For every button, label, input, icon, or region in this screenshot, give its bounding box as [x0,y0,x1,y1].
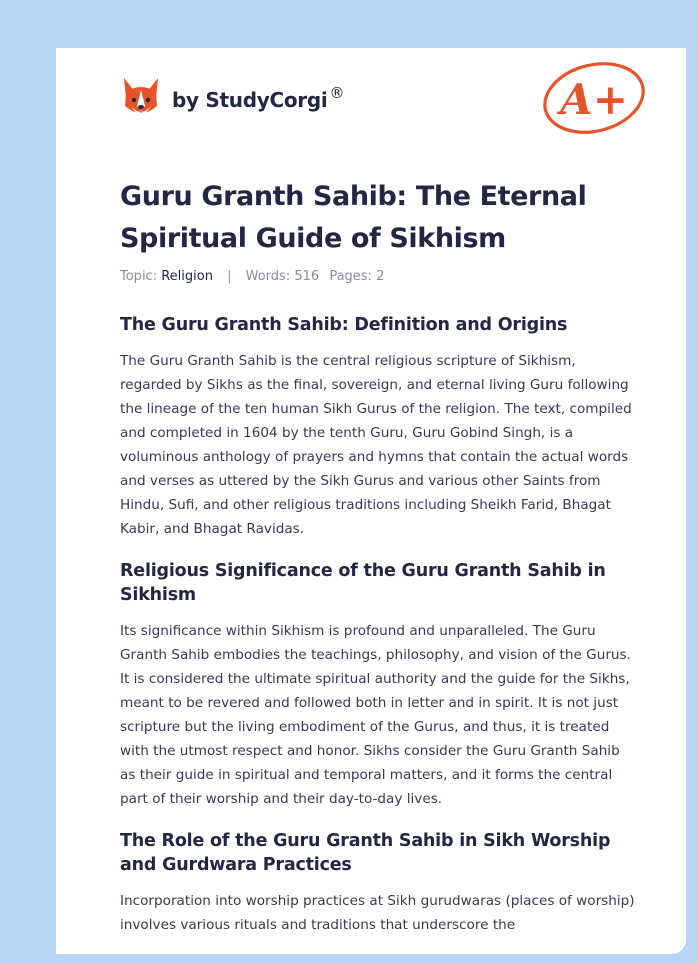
section-heading: The Guru Granth Sahib: Definition and Origins [120,315,568,335]
pages-label: Pages: [329,269,372,284]
section-paragraph: Its significance within Sikhism is profound and unparalleled. The Guru Granth Sahib embodies the teachings, philosophy, and vision of the Gurus. It is considered the ultimate spiritual authority and the guide for the Sikhs, meant to be revered and followed both in letter and in spirit. It is not just scripture but the living embodiment of the Gurus, and thus, it is treated with the utmost respect and honor. Sikhs consider the Guru Granth Sahib as their guide in spiritual and temporal matters, and it forms the central part of their worship and their day-to-day lives. [120,623,631,807]
section-heading: Religious Significance of the Guru Granth Sahib in Sikhism [120,561,606,605]
brand-name: by StudyCorgi ® [172,84,345,112]
meta-separator: | [227,269,232,284]
studycorgi-logo[interactable] [120,76,344,120]
grade-a-plus-icon [538,58,648,140]
section-heading: The Role of the Guru Granth Sahib in Sikh Worship and Gurdwara Practices [120,831,611,875]
grade-text: A+ [560,75,628,124]
document-page [56,48,686,954]
pages-count: 2 [376,269,385,284]
section-paragraph: Incorporation into worship practices at Sikh gurudwaras (places of worship) involves various rituals and traditions that underscore the [120,893,635,933]
article-title: Guru Granth Sahib: The Eternal Spiritual Guide of Sikhism [120,181,587,254]
section-paragraph: The Guru Granth Sahib is the central religious scripture of Sikhism, regarded by Sikhs as the final, sovereign, and eternal living Guru following the lineage of the ten human Sikh Gurus of the religion. The text, compiled and completed in 1604 by the tenth Guru, Guru Gobind Singh, is a voluminous anthology of prayers and hymns that contain the actual words and verses as uttered by the Sikh Gurus and various other Saints from Hindu, Sufi, and other religious traditions including Sheikh Farid, Bhagat Kabir, and Bhagat Ravidas. [120,353,632,537]
topic-link[interactable]: Religion [161,269,213,284]
corgi-icon [120,76,162,120]
registered-mark: ® [329,84,345,102]
words-count: 516 [294,269,320,284]
topic-label: Topic: [120,269,158,284]
article-meta [120,269,384,284]
words-label: Words: [245,269,291,284]
